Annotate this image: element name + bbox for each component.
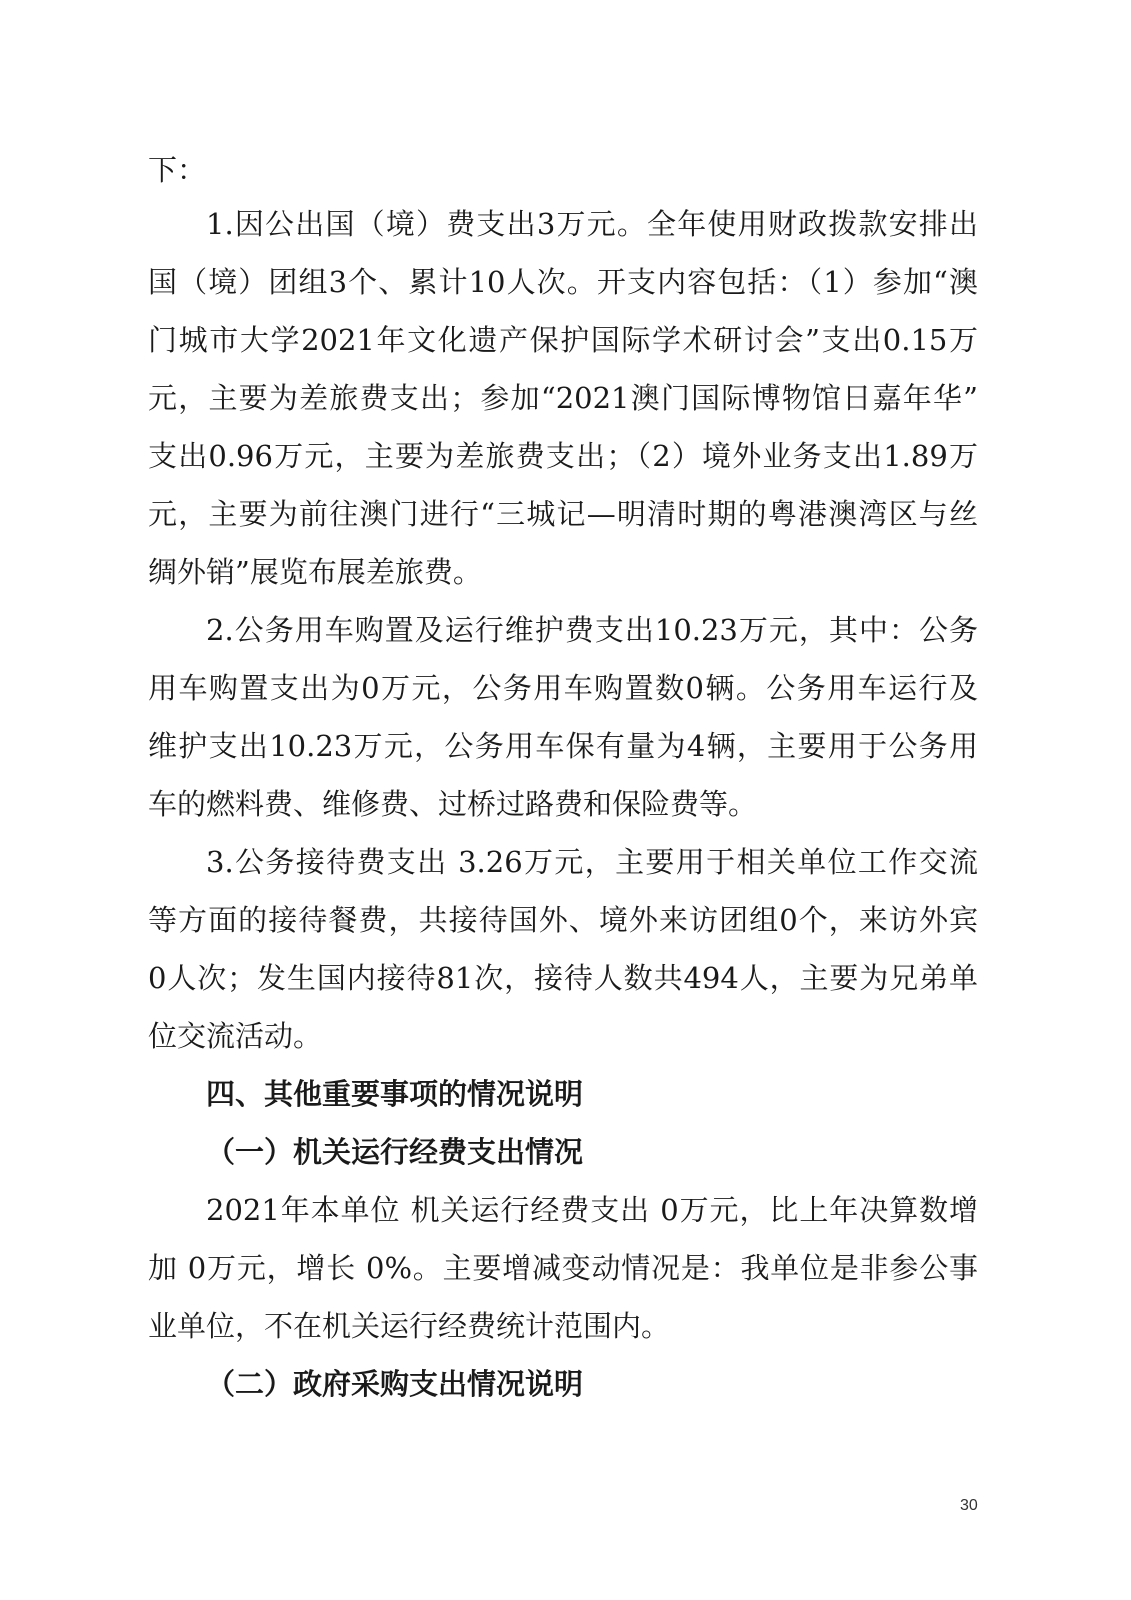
text-line: 0人次；发生国内接待81次，接待人数共494人，主要为兄弟单	[148, 961, 978, 995]
text-line: 支出0.96万元，主要为差旅费支出；（2）境外业务支出1.89万	[148, 439, 978, 473]
text-line: 业单位，不在机关运行经费统计范围内。	[148, 1309, 671, 1343]
text-line: 3.公务接待费支出 3.26万元，主要用于相关单位工作交流	[206, 845, 978, 879]
text-line: 用车购置支出为0万元，公务用车购置数0辆。公务用车运行及	[148, 671, 978, 705]
section-heading: 四、其他重要事项的情况说明	[206, 1077, 584, 1111]
text-line: 车的燃料费、维修费、过桥过路费和保险费等。	[148, 787, 758, 821]
text-line: 位交流活动。	[148, 1019, 323, 1053]
text-line: 门城市大学2021年文化遗产保护国际学术研讨会”支出0.15万	[148, 323, 978, 357]
text-line: 下：	[148, 153, 207, 187]
text-line: 等方面的接待餐费，共接待国外、境外来访团组0个，来访外宾	[148, 903, 978, 937]
text-line: 绸外销”展览布展差旅费。	[148, 555, 482, 589]
text-line: 加 0万元，增长 0%。主要增减变动情况是：我单位是非参公事	[148, 1251, 978, 1285]
subsection-heading: （二）政府采购支出情况说明	[206, 1367, 584, 1401]
text-line: 2.公务用车购置及运行维护费支出10.23万元，其中：公务	[206, 613, 978, 647]
text-line: 2021年本单位 机关运行经费支出 0万元，比上年决算数增	[206, 1193, 978, 1227]
page-number: 30	[960, 1497, 978, 1514]
text-line: 国（境）团组3个、累计10人次。开支内容包括：（1）参加“澳	[148, 265, 978, 299]
text-line: 维护支出10.23万元，公务用车保有量为4辆，主要用于公务用	[148, 729, 978, 763]
subsection-heading: （一）机关运行经费支出情况	[206, 1135, 584, 1169]
text-line: 元，主要为差旅费支出；参加“2021澳门国际博物馆日嘉年华”	[148, 381, 978, 415]
text-line: 元，主要为前往澳门进行“三城记—明清时期的粤港澳湾区与丝	[148, 497, 978, 531]
text-line: 1.因公出国（境）费支出3万元。全年使用财政拨款安排出	[206, 207, 978, 241]
